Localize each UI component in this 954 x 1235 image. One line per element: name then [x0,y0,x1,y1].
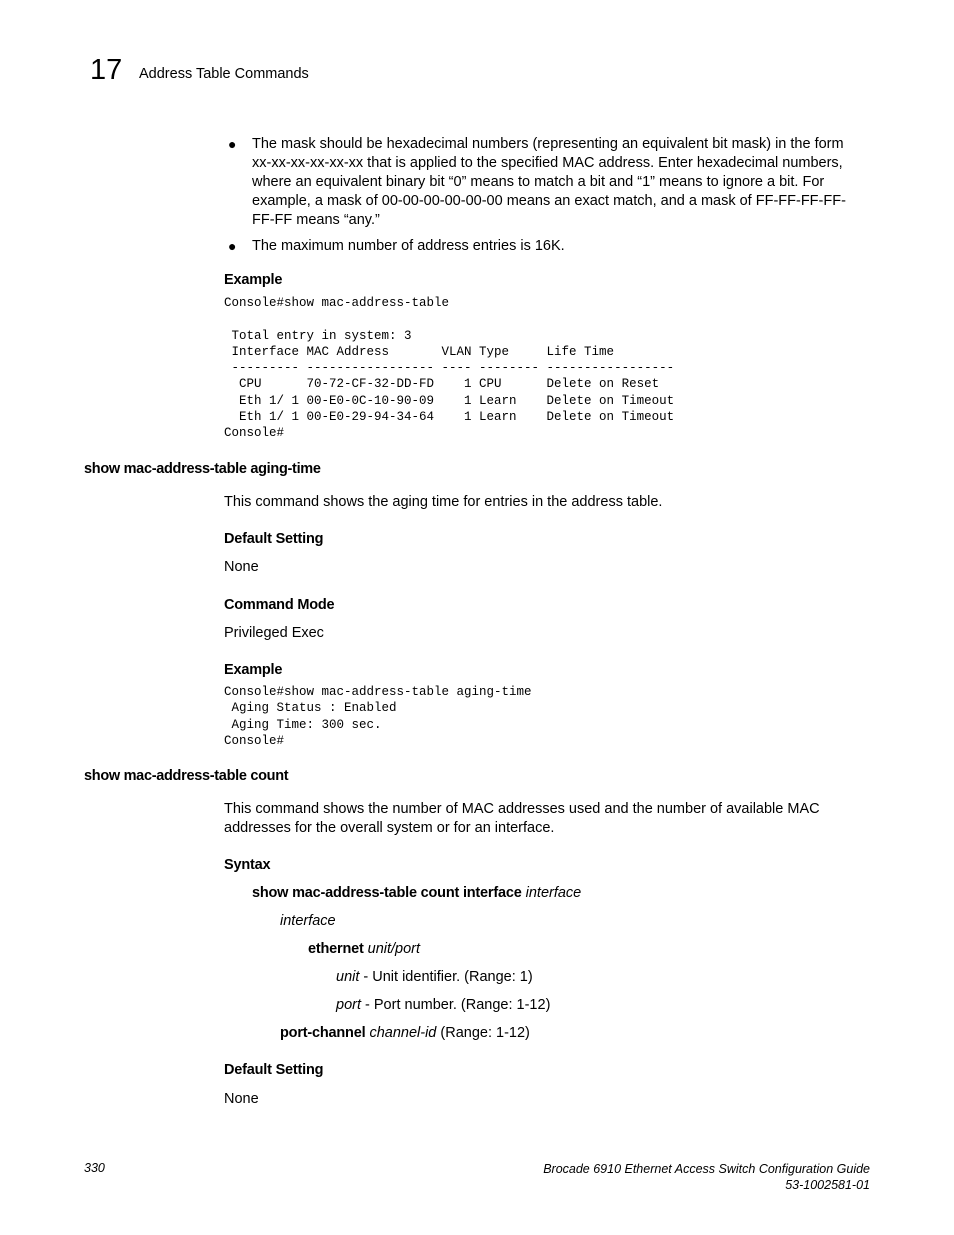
chapter-title: Address Table Commands [139,66,309,82]
param-unit [336,968,533,987]
command-mode-heading: Command Mode [224,597,335,613]
chapter-number: 17 [90,54,123,86]
section-title-aging-time: show mac-address-table aging-time [84,461,321,477]
bullet-icon: ● [228,136,237,152]
ethernet-keyword: ethernet [308,941,364,957]
param-interface: interface [280,913,336,929]
default-setting-value: None [224,559,259,575]
syntax-heading: Syntax [224,857,271,873]
param-port [336,996,550,1015]
code-block-mac-table: Console#show mac-address-table Total entry in system: 3 Interface MAC Address VLAN Type Life Time --------- ----------------- ---- -------- ----------------- CPU 70-72-CF-32-DD-FD 1 CPU Delete on Reset Eth 1/ 1 00-E0-0C-10-90-09 1 Learn Delete on Timeout Eth 1/ 1 00-E0-29-94-34-64 1 Learn Delete on Timeout Console# [224,296,675,441]
param-port-channel [280,1024,530,1043]
syntax-line [252,884,581,903]
port-description: - Port number. (Range: 1-12) [361,997,551,1013]
aging-description: This command shows the aging time for entries in the address table. [224,494,663,510]
default-setting-value: None [224,1091,259,1107]
unit-name: unit [336,969,360,985]
unit-description: - Unit identifier. (Range: 1) [359,969,533,985]
guide-title: Brocade 6910 Ethernet Access Switch Configuration Guide [543,1162,870,1176]
count-description: This command shows the number of MAC addresses used and the number of available MAC addresses for the overall system or for an interface. [224,801,820,836]
bullet-text: The mask should be hexadecimal numbers (representing an equivalent bit mask) in the form xx-xx-xx-xx-xx-xx that is applied to the specified MAC address. Enter hexadecimal numbers, where an equivalent binary bit “0” means to match a bit and “1” means to ignore a bit. For example, a mask of 00-00-00-00-00-00 means an exact match, and a mask of FF-FF-FF-FF-FF-FF means “any.” [252,136,846,228]
default-setting-heading: Default Setting [224,531,324,547]
syntax-command: show mac-address-table count interface [252,885,522,901]
doc-number: 53-1002581-01 [785,1178,870,1192]
section-title-count: show mac-address-table count [84,768,289,784]
code-block-aging-time: Console#show mac-address-table aging-time Aging Status : Enabled Aging Time: 300 sec. Console# [224,685,532,748]
bullet-list [224,135,864,263]
port-name: port [336,997,361,1013]
port-channel-argument: channel-id [369,1025,437,1041]
example-heading: Example [224,272,283,288]
param-ethernet [308,940,420,959]
port-channel-keyword: port-channel [280,1025,366,1041]
list-item [224,237,864,256]
ethernet-argument: unit/port [367,941,421,957]
bullet-text: The maximum number of address entries is 16K. [252,238,565,254]
command-mode-value: Privileged Exec [224,625,324,641]
port-channel-range: (Range: 1-12) [436,1025,530,1041]
list-item [224,135,864,230]
bullet-icon: ● [228,238,237,254]
footer-info [543,1161,870,1193]
syntax-argument: interface [525,885,582,901]
example-heading: Example [224,662,283,678]
default-setting-heading: Default Setting [224,1062,324,1078]
page-number: 330 [84,1161,105,1175]
